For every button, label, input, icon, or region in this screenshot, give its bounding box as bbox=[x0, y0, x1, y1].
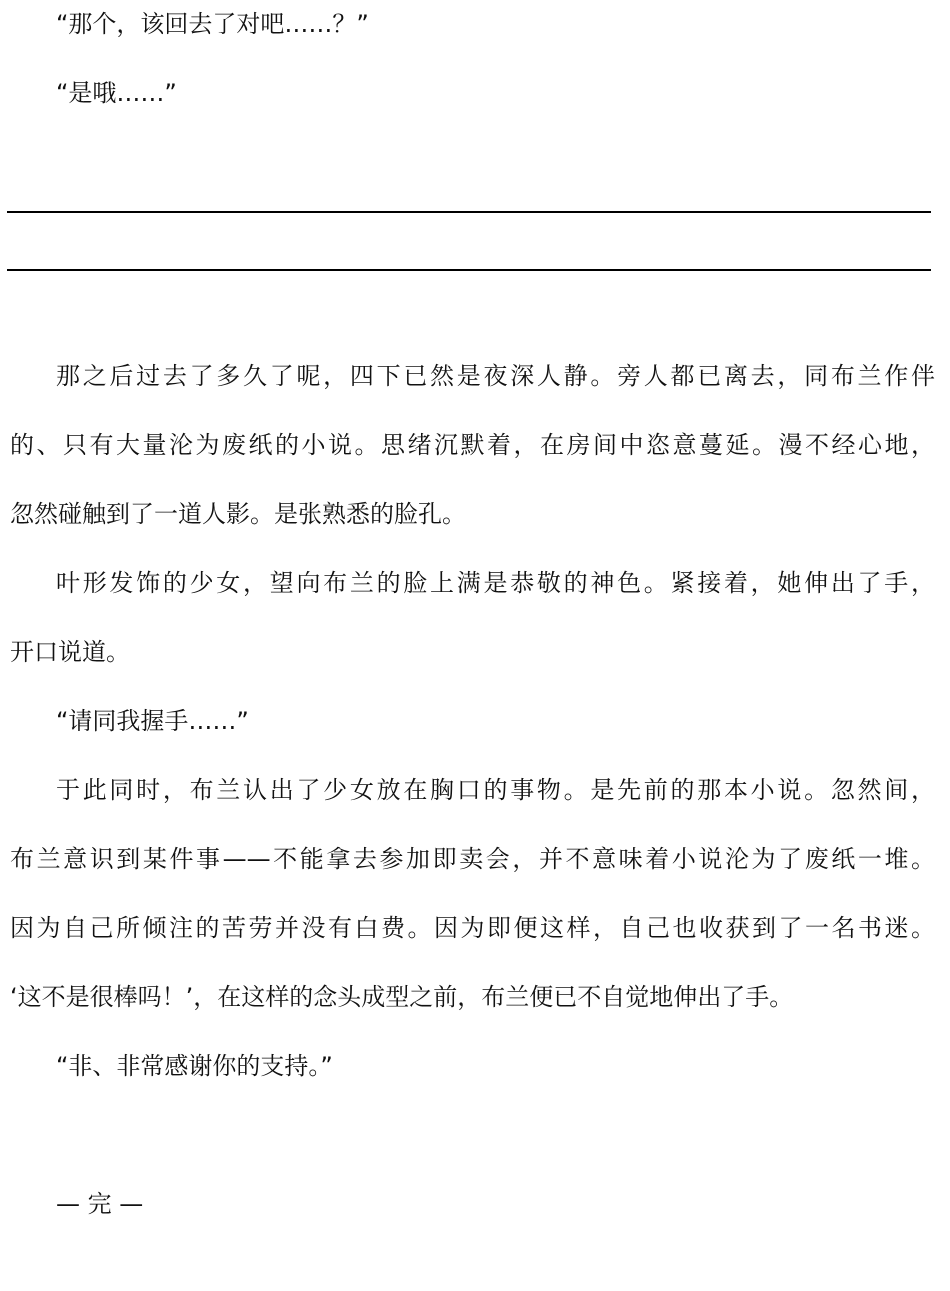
paragraph-line: 于此同时，布兰认出了少女放在胸口的事物。是先前的那本小说。忽然间， bbox=[56, 776, 935, 804]
paragraph-line: 开口说道。 bbox=[10, 638, 130, 666]
paragraph-line: 那之后过去了多久了呢，四下已然是夜深人静。旁人都已离去，同布兰作伴 bbox=[56, 362, 935, 390]
paragraph-line: 因为自己所倾注的苦劳并没有白费。因为即便这样，自己也收获到了一名书迷。 bbox=[10, 914, 935, 942]
dialogue-line: “是哦……” bbox=[56, 79, 177, 107]
section-divider-bottom bbox=[7, 269, 931, 271]
paragraph-line: 忽然碰触到了一道人影。是张熟悉的脸孔。 bbox=[10, 500, 466, 528]
paragraph-line: 布兰意识到某件事——不能拿去参加即卖会，并不意味着小说沦为了废纸一堆。 bbox=[10, 845, 935, 873]
dialogue-line: “那个，该回去了对吧……？” bbox=[56, 10, 369, 38]
paragraph-line: 叶形发饰的少女，望向布兰的脸上满是恭敬的神色。紧接着，她伸出了手， bbox=[56, 569, 935, 597]
paragraph-line: ‘这不是很棒吗！’，在这样的念头成型之前，布兰便已不自觉地伸出了手。 bbox=[10, 983, 794, 1011]
ending-mark: — 完 — bbox=[56, 1190, 144, 1218]
dialogue-line: “非、非常感谢你的支持。” bbox=[56, 1052, 333, 1080]
paragraph-line: 的、只有大量沦为废纸的小说。思绪沉默着，在房间中恣意蔓延。漫不经心地， bbox=[10, 431, 935, 459]
dialogue-line: “请同我握手……” bbox=[56, 707, 249, 735]
section-divider-top bbox=[7, 211, 931, 213]
